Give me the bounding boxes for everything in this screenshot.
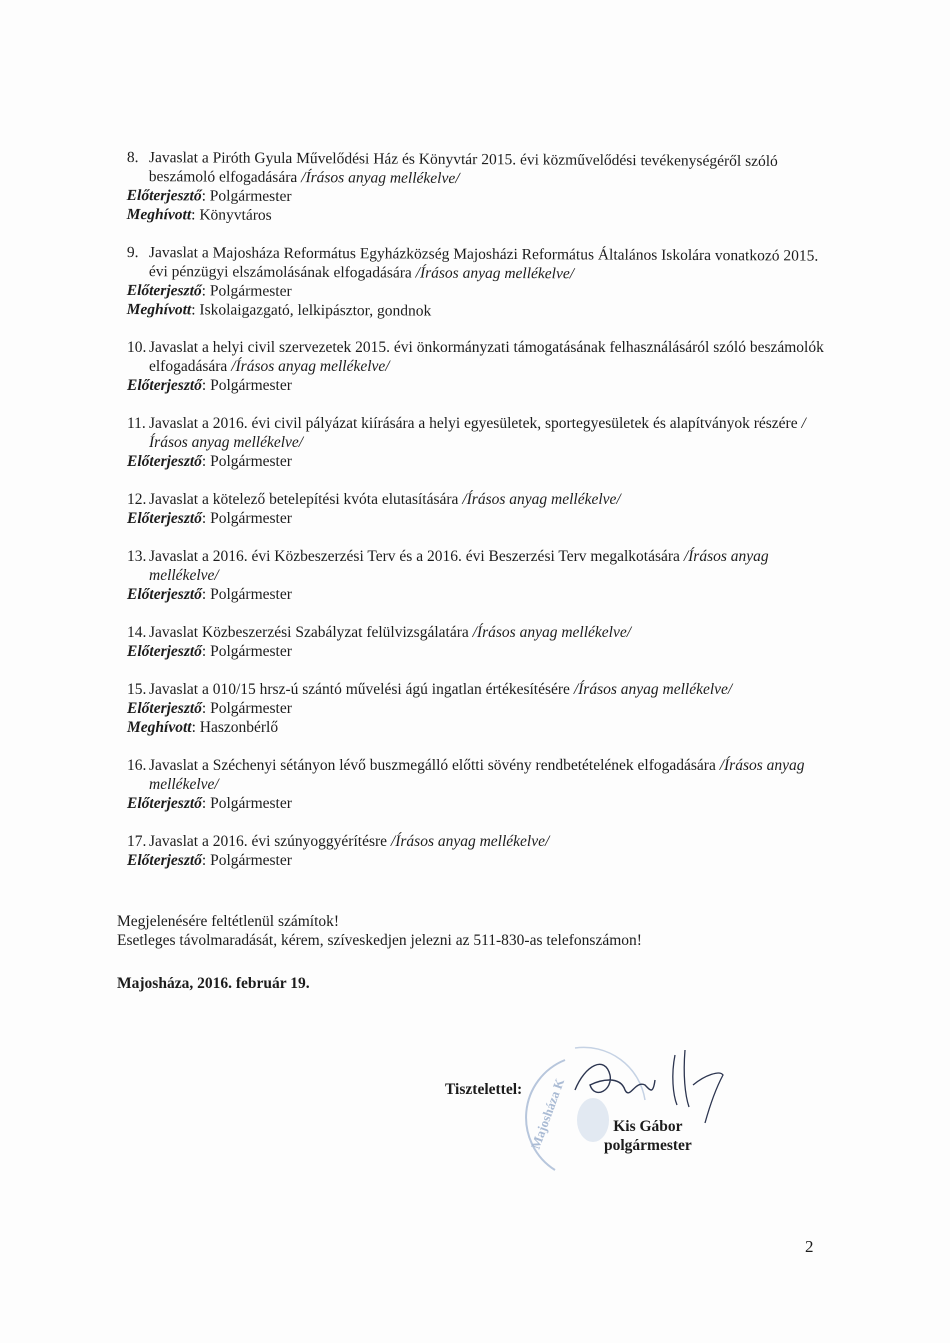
role-label: Előterjesztő: [127, 586, 202, 603]
role-line: [127, 585, 827, 604]
regards-label: Tisztelettel:: [445, 1081, 523, 1098]
agenda-item-text: Javaslat a 2016. évi Közbeszerzési Terv és a 2016. évi Beszerzési Terv megalkotására: [149, 548, 684, 565]
agenda-item-title: [127, 547, 827, 585]
agenda-item: [127, 680, 827, 737]
attachment-note: /Írásos anyag mellékelve/: [301, 169, 460, 188]
closing-text: [117, 912, 642, 950]
page-number: 2: [805, 1237, 814, 1256]
agenda-item: [127, 756, 827, 813]
role-label: Előterjesztő: [127, 852, 202, 869]
attachment-note: /Írásos anyag mellékelve/: [573, 681, 733, 698]
agenda-item-text-wrap: [149, 490, 827, 509]
agenda-item-text-wrap: [149, 338, 827, 376]
agenda-item-number: 13.: [127, 548, 147, 565]
role-value: : Polgármester: [201, 187, 292, 206]
agenda-item: [127, 623, 827, 661]
agenda-list: [127, 148, 827, 889]
agenda-item-title: [127, 756, 827, 794]
agenda-item-number: 12.: [127, 491, 147, 508]
role-line: [127, 205, 827, 228]
agenda-item-title: [127, 623, 827, 642]
agenda-item-text-wrap: [149, 547, 827, 585]
agenda-item: [127, 490, 827, 528]
attachment-note: /Írásos anyag mellékelve/: [149, 548, 769, 584]
agenda-item-number: 10.: [127, 339, 147, 356]
attachment-note: /Írásos anyag mellékelve/: [415, 264, 575, 283]
agenda-item-text: Javaslat a Majosháza Református Egyházközség Majosházi Református Általános Iskolára vonatkozó 2015. évi pénzügyi elszámolásának elfogadására: [148, 244, 819, 282]
agenda-item-number: 17.: [127, 833, 147, 850]
agenda-item-number: 15.: [127, 681, 147, 698]
role-line: [127, 794, 827, 813]
role-value: : Polgármester: [201, 643, 292, 660]
agenda-item-text-wrap: [149, 832, 827, 851]
agenda-item-text-wrap: [149, 756, 827, 794]
role-label: Előterjesztő: [127, 377, 202, 394]
agenda-item-title: [127, 490, 827, 509]
role-line: [127, 642, 827, 661]
agenda-item-text: Javaslat a helyi civil szervezetek 2015. évi önkormányzati támogatásának felhasználásáról szóló beszámolók elfogadására: [149, 339, 824, 375]
attachment-note: /Írásos anyag mellékelve/: [149, 757, 805, 793]
agenda-item-title: [127, 680, 827, 699]
attachment-note: /Írásos anyag mellékelve/: [462, 491, 621, 508]
agenda-item: [127, 148, 827, 228]
role-label: Előterjesztő: [126, 186, 202, 205]
role-label: Előterjesztő: [127, 453, 202, 470]
role-line: [127, 851, 827, 870]
role-value: : Polgármester: [201, 282, 292, 300]
agenda-item-number: 8.: [126, 148, 139, 167]
agenda-item-number: 9.: [126, 243, 139, 262]
role-line: [127, 699, 827, 718]
agenda-item-text: Javaslat a kötelező betelepítési kvóta elutasítására: [149, 491, 463, 508]
agenda-item: [127, 243, 827, 323]
role-line: [127, 718, 827, 737]
signer-title: polgármester: [604, 1137, 692, 1154]
agenda-item-number: 11.: [127, 415, 146, 432]
role-line: [127, 509, 827, 528]
agenda-item: [127, 414, 827, 471]
role-value: : Iskolaigazgató, lelkipásztor, gondnok: [191, 301, 432, 320]
role-value: : Könyvtáros: [191, 206, 272, 224]
agenda-item-title: [127, 832, 827, 851]
attachment-note: /Írásos anyag mellékelve/: [231, 358, 390, 375]
role-value: : Polgármester: [201, 453, 292, 470]
signer-block: [604, 1117, 692, 1155]
agenda-item: [127, 547, 827, 604]
agenda-item-text: Javaslat a 010/15 hrsz-ú szántó művelési ágú ingatlan értékesítésére: [149, 681, 574, 698]
role-line: [127, 376, 827, 395]
date-line: Majosháza, 2016. február 19.: [117, 975, 310, 992]
agenda-item-text-wrap: [149, 680, 827, 699]
role-label: Meghívott: [126, 300, 192, 319]
role-value: : Haszonbérlő: [191, 719, 279, 736]
agenda-item-text: Javaslat a Piróth Gyula Művelődési Ház és Könyvtár 2015. évi közművelődési tevékenységéről szóló beszámoló elfogadására: [148, 149, 778, 187]
agenda-item-text: Javaslat a 2016. évi szúnyoggyérítésre: [149, 833, 391, 850]
agenda-item-text: Javaslat a Széchenyi sétányon lévő buszmegálló előtti sövény rendbetételének elfogadására: [149, 757, 720, 774]
agenda-item-number: 14.: [127, 624, 147, 641]
role-label: Előterjesztő: [127, 643, 202, 660]
agenda-item-title: [127, 414, 827, 452]
role-value: : Polgármester: [201, 852, 292, 869]
agenda-item-title: [127, 338, 827, 376]
attachment-note: /Írásos anyag mellékelve/: [472, 624, 632, 641]
closing-line-2: Esetleges távolmaradását, kérem, szíveskedjen jelezni az 511-830-as telefonszámon!: [117, 932, 642, 949]
role-value: : Polgármester: [201, 377, 292, 394]
role-line: [127, 300, 827, 323]
role-value: : Polgármester: [201, 510, 292, 527]
role-label: Előterjesztő: [127, 700, 202, 717]
agenda-item-text-wrap: [149, 148, 827, 190]
signature-icon: [565, 1045, 735, 1125]
role-line: [127, 452, 827, 471]
attachment-note: /Írásos anyag mellékelve/: [149, 415, 806, 451]
closing-line-1: Megjelenésére feltétlenül számítok!: [117, 913, 340, 930]
agenda-item-text-wrap: [149, 414, 827, 452]
role-label: Előterjesztő: [127, 510, 202, 527]
agenda-item-number: 16.: [127, 757, 147, 774]
agenda-item: [127, 338, 827, 395]
role-label: Előterjesztő: [126, 281, 202, 300]
role-value: : Polgármester: [201, 700, 292, 717]
agenda-item-title: [127, 243, 827, 285]
agenda-item-text: Javaslat a 2016. évi civil pályázat kiírására a helyi egyesületek, sportegyesületek és alapítványok részére: [149, 415, 802, 432]
role-value: : Polgármester: [201, 795, 292, 812]
role-label: Meghívott: [127, 719, 192, 736]
agenda-item-text-wrap: [149, 243, 827, 285]
agenda-item-text-wrap: [149, 623, 827, 642]
signer-name: Kis Gábor: [613, 1118, 683, 1135]
svg-text:Majosháza K: Majosháza K: [527, 1076, 568, 1152]
role-label: Meghívott: [126, 205, 192, 224]
attachment-note: /Írásos anyag mellékelve/: [390, 833, 550, 850]
role-label: Előterjesztő: [127, 795, 202, 812]
agenda-item-title: [127, 148, 827, 190]
agenda-item-text: Javaslat Közbeszerzési Szabályzat felülvizsgálatára: [149, 624, 473, 641]
role-value: : Polgármester: [201, 586, 292, 603]
agenda-item: [127, 832, 827, 870]
